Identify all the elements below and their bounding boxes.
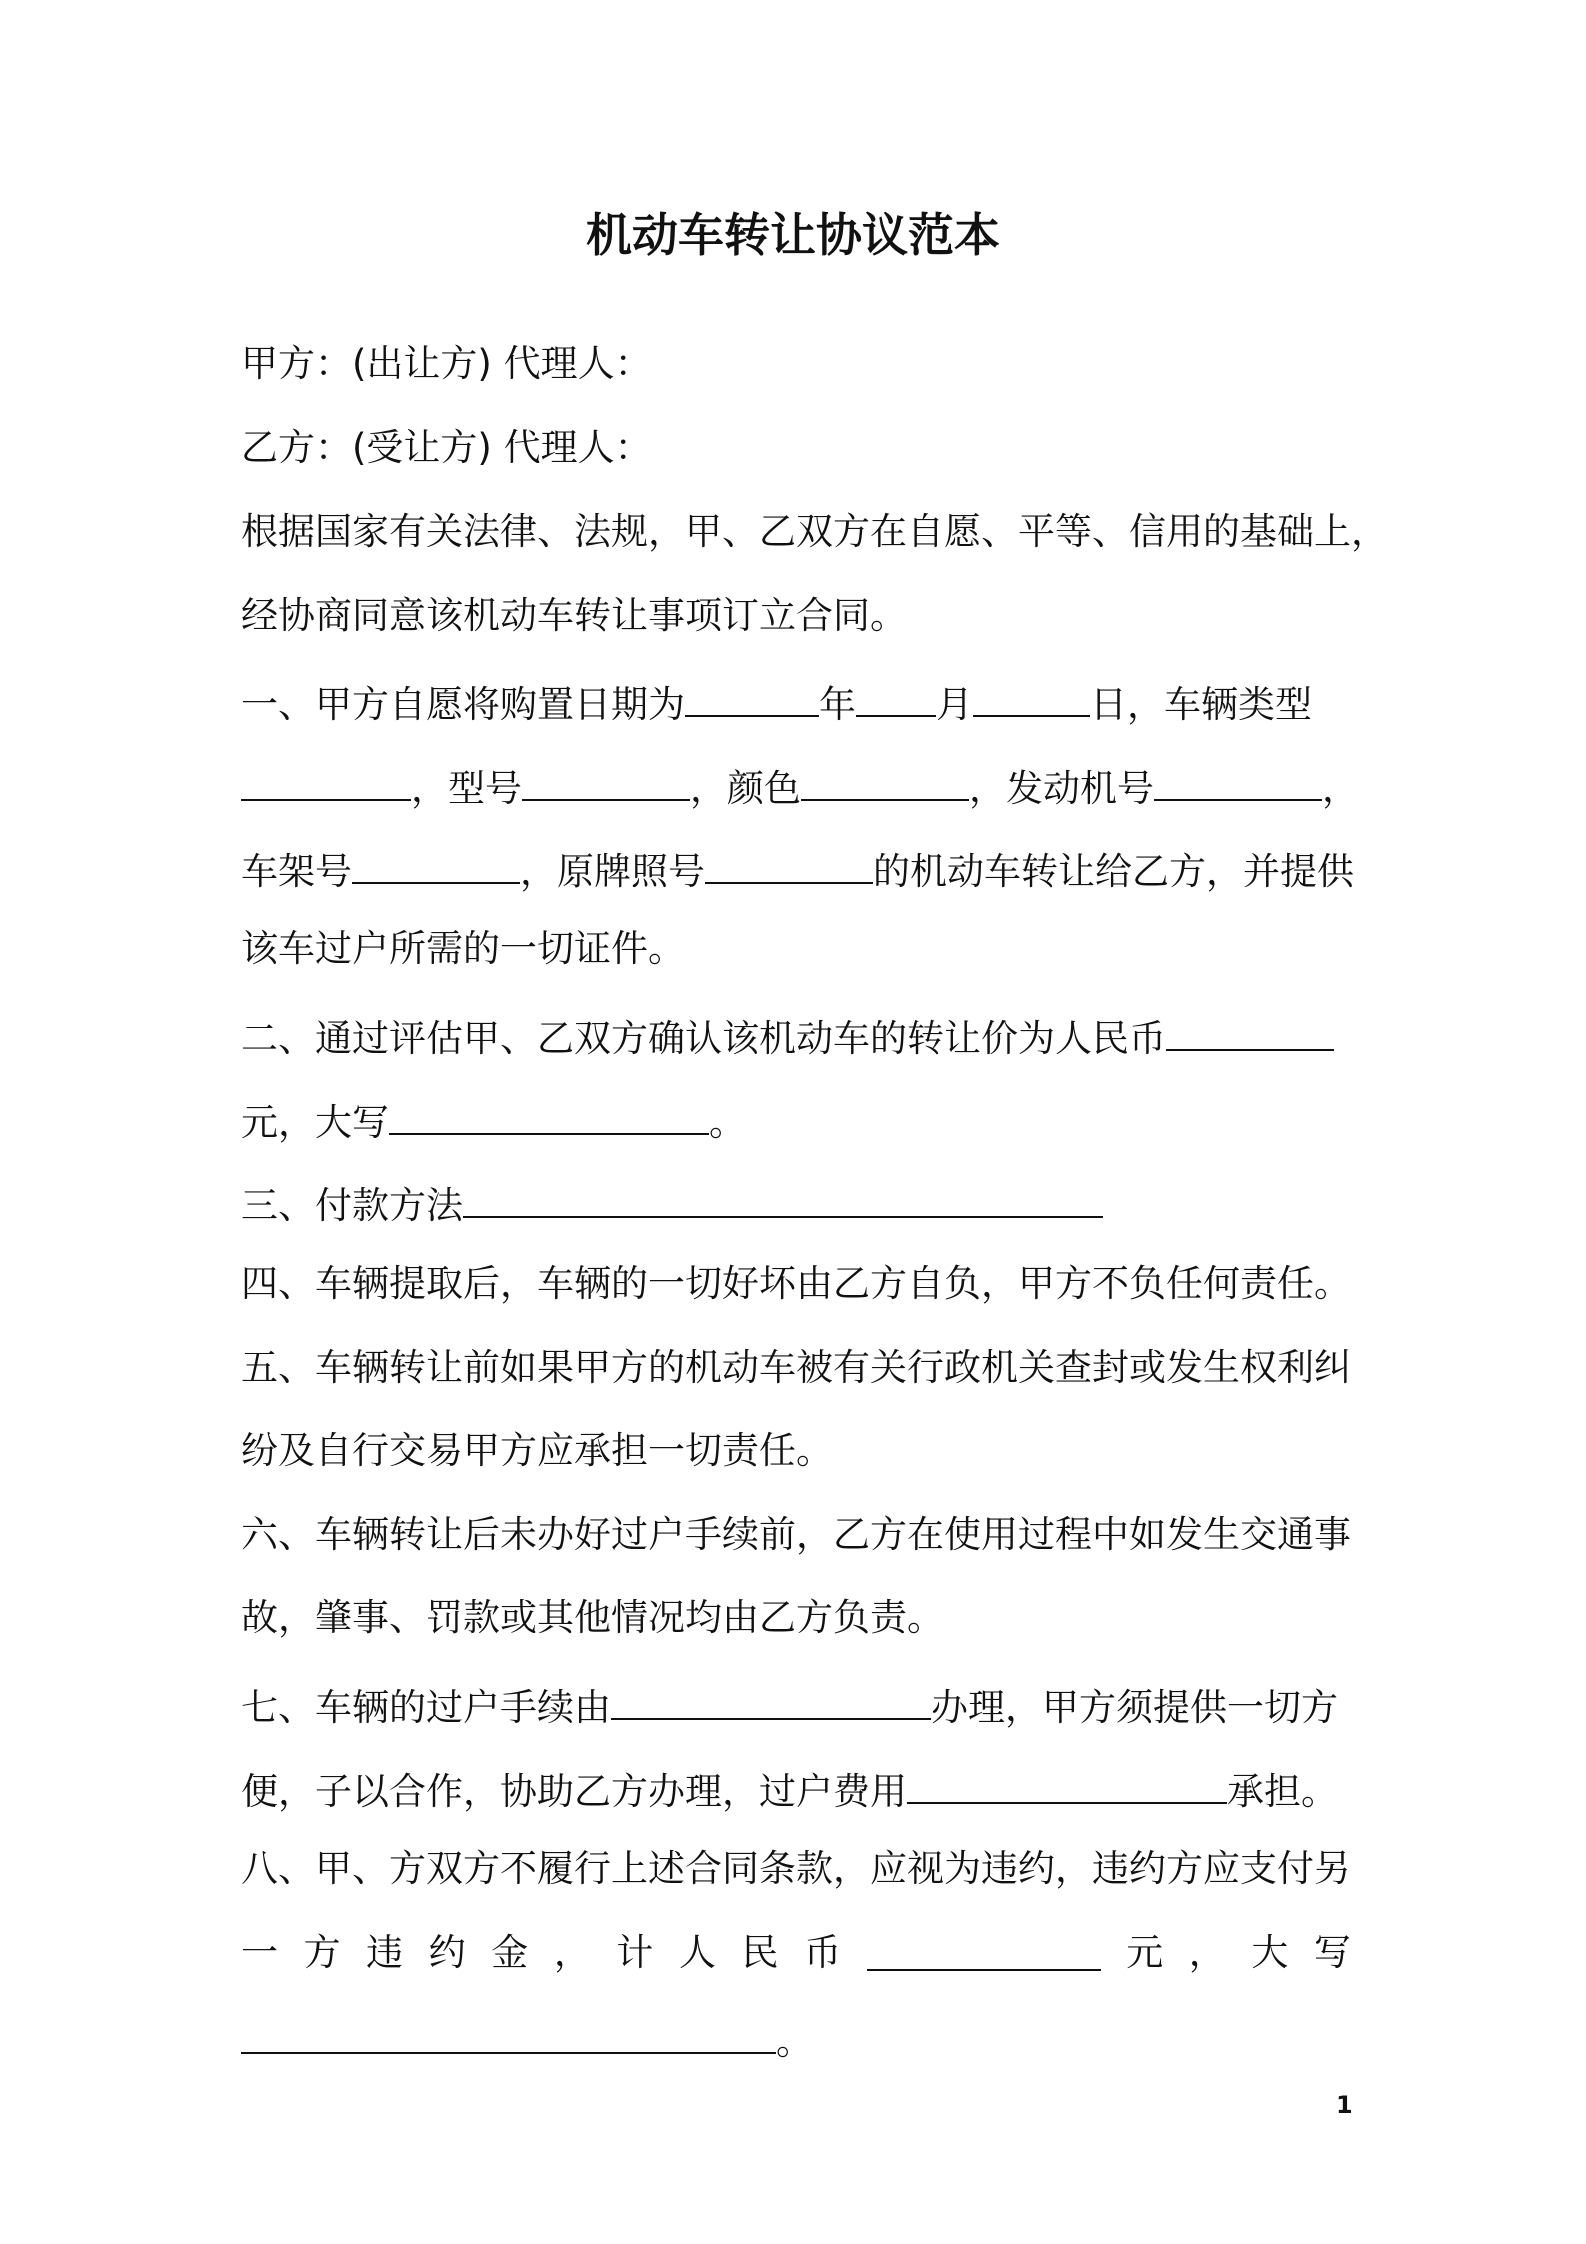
price-capital-label: 元，大写 (241, 1101, 389, 1144)
model-blank[interactable] (522, 759, 690, 801)
penalty-char: 一 (241, 1931, 278, 1974)
purchase-month-blank[interactable] (856, 675, 936, 717)
engine-number-blank[interactable] (1154, 759, 1322, 801)
clause-8-line-3 (241, 2012, 813, 2066)
penalty-char: 金 (491, 1931, 529, 1974)
plate-number-label: ，原牌照号 (520, 850, 705, 893)
penalty-char: 民 (741, 1931, 779, 1974)
transfer-procedure-text: 办理，甲方须提供一切方 (931, 1686, 1338, 1729)
clause-7-line-2 (241, 1762, 1338, 1816)
engine-number-label: ，发动机号 (969, 767, 1154, 810)
clause-8-line-2 (241, 1929, 1351, 1977)
party-a-line: 甲方：(出让方) 代理人： (241, 342, 652, 385)
frame-number-blank[interactable] (352, 842, 520, 884)
day-vehicle-type-label: 日，车辆类型 (1090, 683, 1312, 726)
penalty-capital-blank[interactable] (241, 2012, 776, 2054)
bear-text: 承担。 (1227, 1770, 1338, 1813)
period: 。 (776, 2020, 813, 2063)
intro-line-1: 根据国家有关法律、法规，甲、乙双方在自愿、平等、信用的基础上， (241, 510, 1388, 553)
clause-1-line-4: 该车过户所需的一切证件。 (241, 927, 685, 970)
frame-number-label: 车架号 (241, 850, 352, 893)
clause-2-line-1 (241, 1009, 1334, 1063)
capital-char: 写 (1313, 1931, 1351, 1974)
transfer-fee-blank[interactable] (907, 1762, 1227, 1804)
clause-1-line-3 (241, 842, 1354, 896)
clause-6-line-1: 六、车辆转让后未办好过户手续前，乙方在使用过程中如发生交通事 (241, 1513, 1351, 1556)
document-title: 机动车转让协议范本 (586, 208, 1000, 262)
vehicle-type-blank[interactable] (241, 759, 411, 801)
clause-7-line-1 (241, 1678, 1338, 1732)
clause-4-line: 四、车辆提取后，车辆的一切好坏由乙方自负，甲方不负任何责任。 (241, 1262, 1351, 1305)
penalty-char: 计 (616, 1931, 654, 1974)
capital-char: 大 (1251, 1931, 1289, 1974)
clause-3-line (241, 1176, 1103, 1230)
penalty-char: 违 (366, 1931, 404, 1974)
clause-1-line-1 (241, 675, 1312, 729)
clause-6-line-2: 故，肇事、罚款或其他情况均由乙方负责。 (241, 1596, 944, 1639)
purchase-day-blank[interactable] (973, 675, 1090, 717)
penalty-char: 方 (303, 1931, 341, 1974)
penalty-char: 约 (428, 1931, 466, 1974)
year-label: 年 (819, 683, 856, 726)
clause-2-line-2 (241, 1093, 746, 1147)
penalty-char: 币 (804, 1931, 842, 1974)
plate-number-blank[interactable] (705, 842, 873, 884)
color-label: ，颜色 (690, 767, 801, 810)
payment-method-blank[interactable] (463, 1176, 1103, 1218)
purchase-year-blank[interactable] (685, 675, 819, 717)
transfer-procedure-label: 七、车辆的过户手续由 (241, 1686, 611, 1729)
payment-method-label: 三、付款方法 (241, 1184, 463, 1227)
transfer-text: 的机动车转让给乙方，并提供 (873, 850, 1354, 893)
transfer-fee-label: 便，子以合作，协助乙方办理，过户费用 (241, 1770, 907, 1813)
clause-1-line-2 (241, 759, 1359, 813)
yuan-label: 元 (1126, 1931, 1164, 1974)
clause-5-line-2: 纷及自行交易甲方应承担一切责任。 (241, 1429, 833, 1472)
penalty-char: ， (553, 1931, 591, 1974)
transfer-handler-blank[interactable] (611, 1678, 931, 1720)
clause-8-line-1: 八、甲、方双方不履行上述合同条款，应视为违约，违约方应支付另 (241, 1847, 1351, 1890)
comma: ， (1322, 767, 1359, 810)
clause-2-text: 二、通过评估甲、乙双方确认该机动车的转让价为人民币 (241, 1017, 1166, 1060)
model-label: ，型号 (411, 767, 522, 810)
clause-5-line-1: 五、车辆转让前如果甲方的机动车被有关行政机关查封或发生权利纠 (241, 1346, 1351, 1389)
party-b-line: 乙方：(受让方) 代理人： (241, 426, 652, 469)
price-capital-blank[interactable] (389, 1093, 709, 1135)
intro-line-2: 经协商同意该机动车转让事项订立合同。 (241, 594, 907, 637)
color-blank[interactable] (801, 759, 969, 801)
comma: ， (1188, 1931, 1226, 1974)
clause-1-text: 一、甲方自愿将购置日期为 (241, 683, 685, 726)
penalty-char: 人 (678, 1931, 716, 1974)
period: 。 (709, 1101, 746, 1144)
page-number: 1 (1336, 2091, 1353, 2119)
penalty-amount-blank[interactable] (867, 1929, 1101, 1971)
price-blank[interactable] (1166, 1009, 1334, 1051)
month-label: 月 (936, 683, 973, 726)
